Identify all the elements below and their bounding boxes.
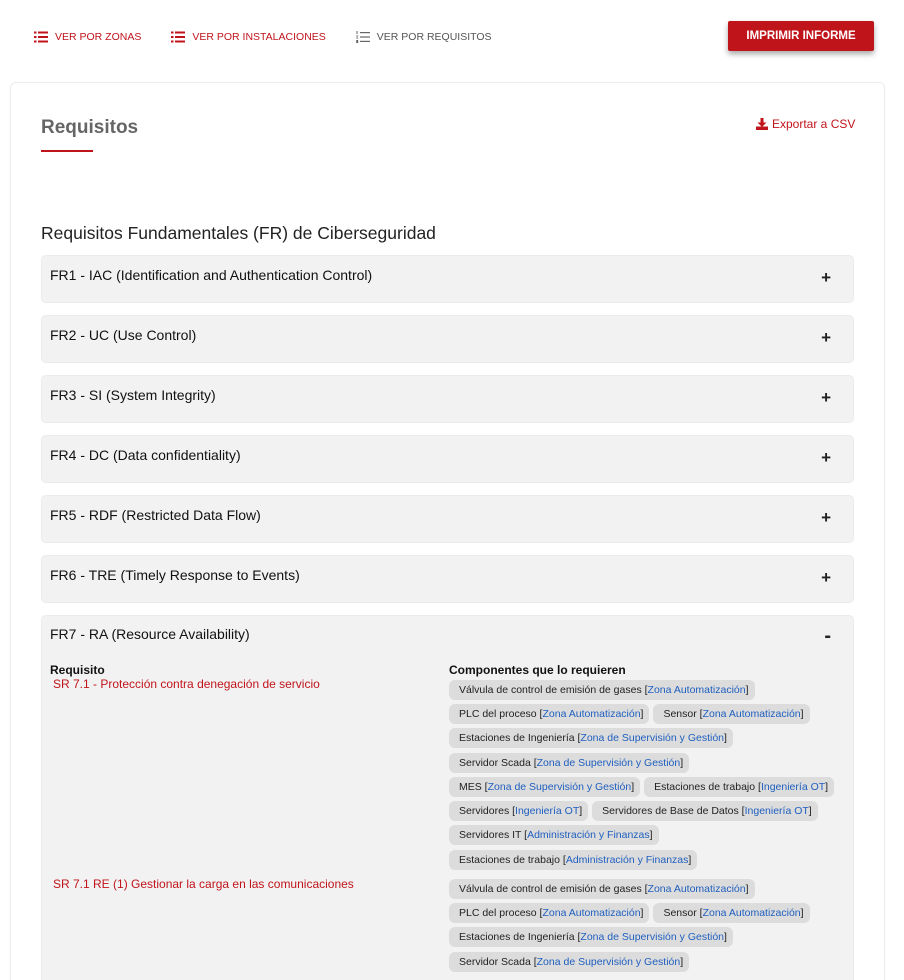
ver-por-requisitos-link[interactable] xyxy=(356,31,492,43)
collapse-icon[interactable]: - xyxy=(824,625,831,647)
component-row xyxy=(449,952,693,972)
component-chip: Servidores IT [Administración y Finanzas] xyxy=(449,825,659,845)
fr4-panel[interactable] xyxy=(41,435,854,483)
component-row xyxy=(449,680,759,700)
fr3-label: FR3 - SI (System Integrity) xyxy=(50,387,216,403)
component-chip: PLC del proceso [Zona Automatización] xyxy=(449,903,649,923)
ver-por-instalaciones-link[interactable] xyxy=(171,31,325,43)
requirement-sr7-1[interactable]: SR 7.1 - Protección contra denegación de servicio xyxy=(53,677,320,691)
export-csv-label: Exportar a CSV xyxy=(772,117,856,131)
zone-link[interactable]: Zona Automatización xyxy=(647,883,746,895)
component-row xyxy=(449,777,838,797)
component-chip: Válvula de control de emisión de gases [Zona Automatización] xyxy=(449,680,755,700)
fr3-panel[interactable] xyxy=(41,375,854,423)
component-name: Estaciones de trabajo xyxy=(654,781,756,793)
component-chip: Estaciones de trabajo [Ingeniería OT] xyxy=(644,777,834,797)
component-name: MES xyxy=(459,781,482,793)
fr7-label[interactable]: FR7 - RA (Resource Availability) xyxy=(50,626,250,642)
component-row xyxy=(449,704,814,724)
zone-link[interactable]: Ingeniería OT xyxy=(515,805,580,817)
fr6-label: FR6 - TRE (Timely Response to Events) xyxy=(50,567,300,583)
expand-icon[interactable]: + xyxy=(821,568,831,587)
component-name: Válvula de control de emisión de gases xyxy=(459,883,642,895)
zone-link[interactable]: Ingeniería OT xyxy=(744,805,809,817)
zone-link[interactable]: Administración y Finanzas xyxy=(527,829,650,841)
component-chip: Estaciones de Ingeniería [Zona de Supervisión y Gestión] xyxy=(449,728,733,748)
zone-link[interactable]: Administración y Finanzas xyxy=(565,854,689,866)
component-row xyxy=(449,825,663,845)
component-chip: MES [Zona de Supervisión y Gestión] xyxy=(449,777,640,797)
component-chip: Servidores [Ingeniería OT] xyxy=(449,801,588,821)
fr6-panel[interactable] xyxy=(41,555,854,603)
view-switcher xyxy=(34,28,522,46)
expand-icon[interactable]: + xyxy=(821,508,831,527)
expand-icon[interactable]: + xyxy=(821,448,831,467)
fr5-label: FR5 - RDF (Restricted Data Flow) xyxy=(50,507,261,523)
component-row xyxy=(449,728,737,748)
list-icon xyxy=(34,31,48,43)
fr4-label: FR4 - DC (Data confidentiality) xyxy=(50,447,241,463)
ver-por-requisitos-label: VER POR REQUISITOS xyxy=(376,31,492,43)
component-name: Sensor xyxy=(663,708,697,720)
zone-link[interactable]: Ingeniería OT xyxy=(760,781,826,793)
fr5-panel[interactable] xyxy=(41,495,854,543)
imprimir-informe-button[interactable]: IMPRIMIR INFORME xyxy=(728,21,874,51)
expand-icon[interactable]: + xyxy=(821,268,831,287)
component-name: Estaciones de Ingeniería xyxy=(459,931,575,943)
fr2-label: FR2 - UC (Use Control) xyxy=(50,327,197,343)
component-name: PLC del proceso xyxy=(459,708,537,720)
zone-link[interactable]: Zona de Supervisión y Gestión xyxy=(536,956,681,968)
fr2-panel[interactable] xyxy=(41,315,854,363)
zone-link[interactable]: Zona de Supervisión y Gestión xyxy=(536,757,681,769)
ver-por-zonas-link[interactable] xyxy=(34,31,141,43)
column-header-componentes: Componentes que lo requieren xyxy=(449,663,626,677)
section-title: Requisitos Fundamentales (FR) de Ciberseguridad xyxy=(41,223,436,243)
zone-link[interactable]: Zona de Supervisión y Gestión xyxy=(580,732,725,744)
component-name: Estaciones de Ingeniería xyxy=(459,732,575,744)
component-chip: PLC del proceso [Zona Automatización] xyxy=(449,704,649,724)
zone-link[interactable]: Zona de Supervisión y Gestión xyxy=(580,931,725,943)
component-name: PLC del proceso xyxy=(459,907,537,919)
component-chip: Estaciones de trabajo [Administración y Finanzas] xyxy=(449,850,697,870)
component-row xyxy=(449,753,693,773)
list-icon xyxy=(171,31,185,43)
component-chip: Válvula de control de emisión de gases [Zona Automatización] xyxy=(449,879,755,899)
zone-link[interactable]: Zona Automatización xyxy=(647,684,746,696)
fr7-panel xyxy=(41,615,854,980)
requirement-sr7-1-re1[interactable]: SR 7.1 RE (1) Gestionar la carga en las comunicaciones xyxy=(53,877,354,891)
zone-link[interactable]: Zona Automatización xyxy=(542,708,641,720)
expand-icon[interactable]: + xyxy=(821,328,831,347)
component-name: Servidor Scada xyxy=(459,956,531,968)
ver-por-instalaciones-label: VER POR INSTALACIONES xyxy=(192,31,326,43)
component-row xyxy=(449,903,814,923)
zone-link[interactable]: Zona Automatización xyxy=(702,907,801,919)
component-name: Servidor Scada xyxy=(459,757,531,769)
component-chip: Sensor [Zona Automatización] xyxy=(653,704,809,724)
component-name: Estaciones de trabajo xyxy=(459,854,560,866)
fr1-panel[interactable] xyxy=(41,255,854,303)
component-chip: Estaciones de Ingeniería [Zona de Supervisión y Gestión] xyxy=(449,927,733,947)
fr1-label: FR1 - IAC (Identification and Authentication Control) xyxy=(50,267,373,283)
zone-link[interactable]: Zona Automatización xyxy=(702,708,801,720)
component-name: Válvula de control de emisión de gases xyxy=(459,684,642,696)
numbered-list-icon xyxy=(356,31,370,43)
component-row xyxy=(449,850,701,870)
zone-link[interactable]: Zona Automatización xyxy=(542,907,641,919)
title-underline xyxy=(41,150,93,152)
ver-por-zonas-label: VER POR ZONAS xyxy=(55,31,142,43)
component-chip: Servidor Scada [Zona de Supervisión y Gestión] xyxy=(449,753,689,773)
component-name: Sensor xyxy=(663,907,697,919)
component-chip: Servidor Scada [Zona de Supervisión y Gestión] xyxy=(449,952,689,972)
zone-link[interactable]: Zona de Supervisión y Gestión xyxy=(487,781,632,793)
expand-icon[interactable]: + xyxy=(821,388,831,407)
requisitos-card xyxy=(10,82,885,980)
column-header-requisito: Requisito xyxy=(50,663,105,677)
component-row xyxy=(449,927,737,947)
component-row xyxy=(449,879,759,899)
component-name: Servidores xyxy=(459,805,510,817)
component-chip: Sensor [Zona Automatización] xyxy=(653,903,809,923)
component-name: Servidores de Base de Datos xyxy=(602,805,739,817)
component-chip: Servidores de Base de Datos [Ingeniería OT] xyxy=(592,801,818,821)
component-name: Servidores IT xyxy=(459,829,522,841)
component-row xyxy=(449,801,822,821)
download-icon xyxy=(756,118,768,130)
export-csv-link[interactable] xyxy=(756,117,855,131)
page-title: Requisitos xyxy=(41,117,139,138)
